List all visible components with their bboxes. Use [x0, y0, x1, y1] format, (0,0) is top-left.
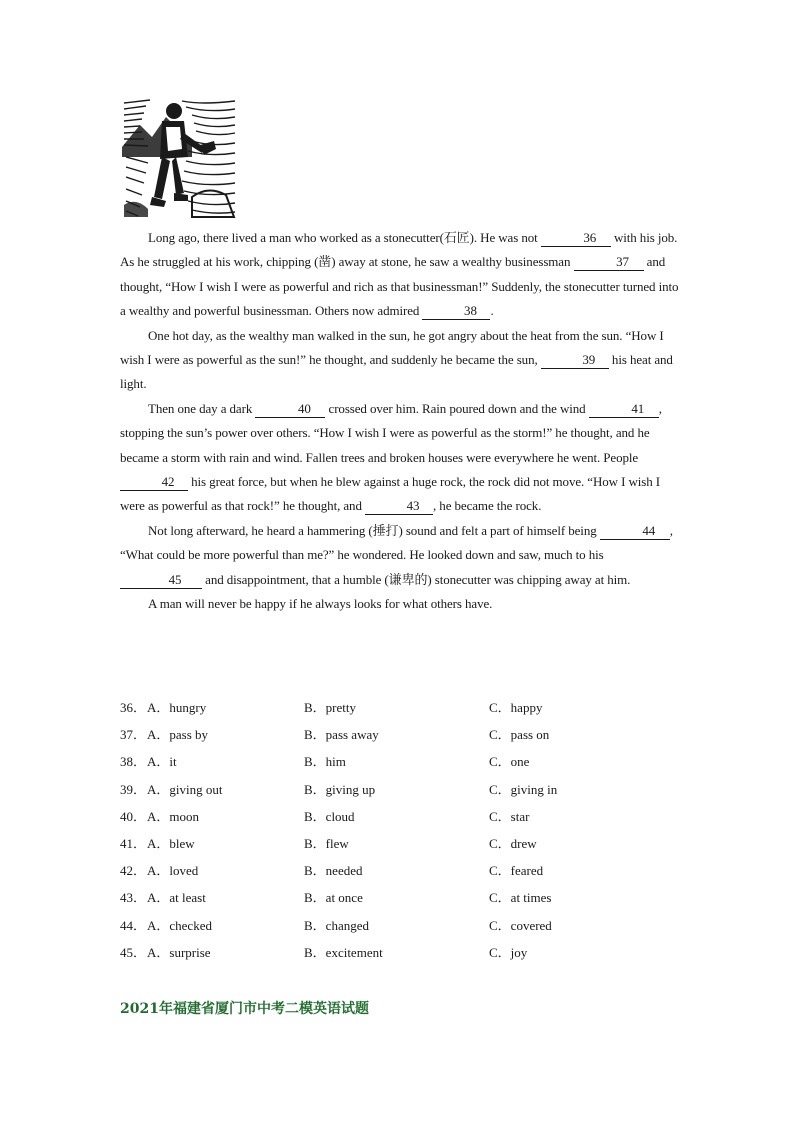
question-number: 42．: [120, 863, 147, 879]
exam-title: 2021年福建省厦门市中考二模英语试题: [120, 1001, 369, 1017]
question-row: [120, 833, 680, 860]
passage-text: Then one day a dark: [148, 400, 256, 416]
option-c[interactable]: C．star: [489, 808, 530, 824]
option-a[interactable]: A．checked: [147, 917, 212, 933]
option-b[interactable]: B．at once: [304, 890, 363, 906]
question-row: [120, 860, 680, 887]
option-c[interactable]: C．covered: [489, 917, 552, 933]
question-row: [120, 751, 680, 778]
paragraph-4: [120, 519, 680, 592]
passage-text: with his job. As he struggled at his work, chipping (凿) away at stone, he saw a wealthy businessman: [120, 230, 678, 270]
question-number: 38．: [120, 754, 147, 770]
passage-text: .: [490, 303, 494, 319]
option-b[interactable]: B．him: [304, 754, 346, 770]
question-number: 45．: [120, 944, 147, 960]
option-c[interactable]: C．at times: [489, 890, 552, 906]
option-a[interactable]: A．loved: [147, 863, 199, 879]
option-a[interactable]: A．blew: [147, 835, 195, 851]
blank-40: 40: [255, 401, 325, 418]
question-number: 43．: [120, 890, 147, 906]
option-c[interactable]: C．happy: [489, 700, 543, 715]
option-a[interactable]: A．moon: [147, 808, 200, 824]
cloze-passage: [120, 226, 680, 617]
passage-text: Long ago, there lived a man who worked as a stonecutter(石匠). He was not: [148, 230, 541, 245]
paragraph-3: [120, 397, 680, 519]
blank-41: 41: [589, 401, 659, 418]
blank-39: 39: [541, 352, 609, 369]
option-a[interactable]: A．hungry: [147, 700, 207, 715]
passage-text: and disappointment, that a humble (谦卑的) stonecutter was chipping away at him.: [202, 571, 631, 587]
option-b[interactable]: B．excitement: [304, 944, 383, 960]
passage-text: , he became the rock.: [433, 498, 542, 514]
option-b[interactable]: B．giving up: [304, 781, 376, 797]
option-b[interactable]: B．pass away: [304, 727, 379, 743]
option-a[interactable]: A．it: [147, 754, 177, 770]
option-c[interactable]: C．pass on: [489, 727, 550, 743]
option-b[interactable]: B．flew: [304, 835, 349, 851]
blank-44: 44: [600, 523, 670, 540]
option-b[interactable]: B．changed: [304, 917, 369, 933]
question-number: 37．: [120, 727, 147, 743]
question-row: [120, 697, 680, 724]
question-number: 40．: [120, 808, 147, 824]
question-row: [120, 942, 680, 969]
option-b[interactable]: B．cloud: [304, 808, 355, 824]
option-a[interactable]: A．at least: [147, 890, 206, 906]
option-c[interactable]: C．one: [489, 754, 530, 770]
blank-38: 38: [422, 303, 490, 320]
question-number: 44．: [120, 917, 147, 933]
question-row: [120, 779, 680, 806]
passage-text: his great force, but when he blew against a huge rock, the rock did not move. “How I wish I were as powerful as that rock!” he thought, and: [120, 474, 661, 514]
passage-text: his heat and light.: [120, 352, 673, 392]
passage-text: , “What could be more powerful than me?” he wondered. He looked down and saw, much to his: [120, 522, 673, 563]
blank-36: 36: [541, 230, 611, 247]
question-row: [120, 724, 680, 751]
paragraph-2: [120, 324, 680, 397]
stonecutter-illustration: [122, 97, 237, 218]
option-a[interactable]: A．surprise: [147, 944, 211, 960]
question-row: [120, 915, 680, 942]
question-row: [120, 806, 680, 833]
blank-43: 43: [365, 498, 433, 515]
option-c[interactable]: C．joy: [489, 944, 528, 960]
question-row: [120, 887, 680, 914]
blank-37: 37: [574, 254, 644, 271]
option-c[interactable]: C．giving in: [489, 781, 558, 797]
passage-text: crossed over him. Rain poured down and the wind: [325, 400, 589, 416]
question-number: 41．: [120, 835, 147, 851]
option-c[interactable]: C．drew: [489, 835, 537, 851]
option-b[interactable]: B．needed: [304, 863, 363, 879]
passage-text: and thought, “How I wish I were as powerful and rich as that businessman!” Suddenly, the stonecutter turned into a wealthy and powerful businessman. Others now admired: [120, 254, 679, 319]
passage-text: One hot day, as the wealthy man walked in the sun, he got angry about the heat from the sun. “How I wish I were as powerful as the sun!” he thought, and suddenly he became the sun,: [120, 327, 664, 368]
answer-options: [120, 697, 680, 969]
blank-42: 42: [120, 474, 188, 491]
blank-45: 45: [120, 572, 202, 589]
question-number: 39．: [120, 781, 147, 797]
option-a[interactable]: A．pass by: [147, 727, 209, 743]
paragraph-1: [120, 226, 680, 324]
paragraph-5: A man will never be happy if he always looks for what others have.: [148, 596, 493, 612]
question-number: 36．: [120, 700, 147, 715]
passage-text: Not long afterward, he heard a hammering (捶打) sound and felt a part of himself being: [148, 522, 600, 538]
option-a[interactable]: A．giving out: [147, 781, 223, 797]
option-b[interactable]: B．pretty: [304, 700, 356, 715]
passage-text: , stopping the sun’s power over others. “How I wish I were as powerful as the storm!” he thought, and he became a storm with rain and wind. Fallen trees and broken houses were everywhere he went. People: [120, 400, 662, 465]
option-c[interactable]: C．feared: [489, 863, 544, 879]
